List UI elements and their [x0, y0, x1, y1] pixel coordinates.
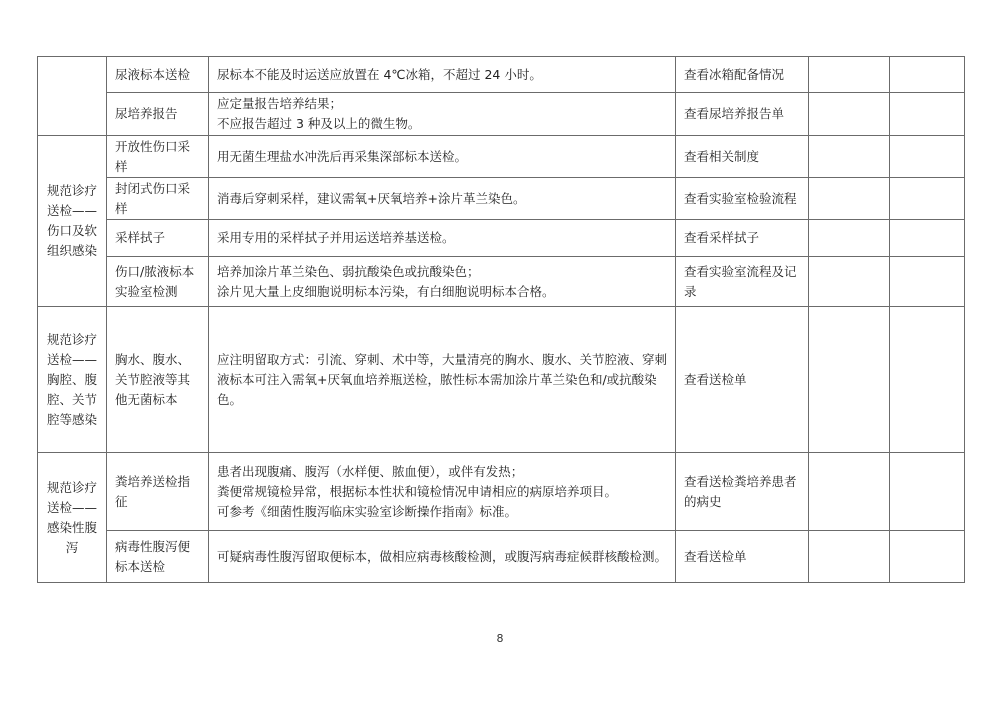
remark-cell [890, 136, 965, 178]
item-cell: 尿培养报告 [107, 93, 209, 136]
score-cell [809, 307, 890, 453]
table-row [38, 136, 965, 178]
table-row [38, 453, 965, 531]
table-row [38, 178, 965, 220]
method-cell: 查看送检粪培养患者的病史 [676, 453, 809, 531]
remark-cell [890, 307, 965, 453]
remark-cell [890, 57, 965, 93]
remark-cell [890, 178, 965, 220]
table-row [38, 220, 965, 257]
requirement-line: 尿标本不能及时运送应放置在 4℃冰箱，不超过 24 小时。 [217, 66, 542, 82]
requirement-line: 不应报告超过 3 种及以上的微生物。 [217, 116, 421, 131]
score-cell [809, 178, 890, 220]
requirement-cell [209, 93, 676, 136]
table-row [38, 307, 965, 453]
item-cell: 开放性伤口采样 [107, 136, 209, 178]
method-cell: 查看实验室流程及记录 [676, 257, 809, 307]
requirement-cell [209, 453, 676, 531]
requirement-line: 涂片见大量上皮细胞说明标本污染，有白细胞说明标本合格。 [217, 283, 555, 299]
requirement-line: 应定量报告培养结果； [217, 96, 343, 111]
requirement-line: 用无菌生理盐水冲洗后再采集深部标本送检。 [217, 148, 468, 164]
score-cell [809, 136, 890, 178]
method-cell: 查看冰箱配备情况 [676, 57, 809, 93]
requirement-line: 应注明留取方式：引流、穿刺、术中等，大量清亮的胸水、腹水、关节腔液、穿刺液标本可注入需氧+厌氧血培养瓶送检，脓性标本需加涂片革兰染色和/或抗酸染色。 [217, 351, 668, 407]
requirement-line: 粪便常规镜检异常，根据标本性状和镜检情况申请相应的病原培养项目。 [217, 483, 618, 499]
score-cell [809, 57, 890, 93]
method-cell: 查看尿培养报告单 [676, 93, 809, 136]
requirement-cell [209, 136, 676, 178]
table-row [38, 57, 965, 93]
method-cell: 查看送检单 [676, 307, 809, 453]
category-cell: 规范诊疗送检——伤口及软组织感染 [38, 136, 107, 307]
score-cell [809, 257, 890, 307]
remark-cell [890, 453, 965, 531]
method-cell: 查看送检单 [676, 531, 809, 583]
requirement-line: 消毒后穿刺采样，建议需氧+厌氧培养+涂片革兰染色。 [217, 190, 526, 206]
item-cell: 尿液标本送检 [107, 57, 209, 93]
item-cell: 封闭式伤口采样 [107, 178, 209, 220]
requirement-line: 可疑病毒性腹泻留取便标本，做相应病毒核酸检测，或腹泻病毒症候群核酸检测。 [217, 548, 668, 564]
category-cell [38, 57, 107, 136]
requirement-line: 采用专用的采样拭子并用运送培养基送检。 [217, 230, 455, 245]
page-number: 8 [496, 632, 504, 645]
score-cell [809, 220, 890, 257]
requirement-cell [209, 307, 676, 453]
requirement-line: 培养加涂片革兰染色、弱抗酸染色或抗酸染色； [217, 263, 480, 279]
score-cell [809, 531, 890, 583]
requirement-line: 可参考《细菌性腹泻临床实验室诊断操作指南》标准。 [217, 503, 518, 519]
method-cell: 查看实验室检验流程 [676, 178, 809, 220]
item-cell: 采样拭子 [107, 220, 209, 257]
remark-cell [890, 93, 965, 136]
category-cell: 规范诊疗送检——感染性腹泻 [38, 453, 107, 583]
remark-cell [890, 257, 965, 307]
table-row [38, 531, 965, 583]
item-cell: 病毒性腹泻便标本送检 [107, 531, 209, 583]
item-cell: 胸水、腹水、关节腔液等其他无菌标本 [107, 307, 209, 453]
table-row [38, 93, 965, 136]
remark-cell [890, 531, 965, 583]
requirement-cell [209, 57, 676, 93]
requirement-cell [209, 257, 676, 307]
method-cell: 查看相关制度 [676, 136, 809, 178]
category-cell: 规范诊疗送检——胸腔、腹腔、关节腔等感染 [38, 307, 107, 453]
remark-cell [890, 220, 965, 257]
requirement-cell [209, 531, 676, 583]
table-row [38, 257, 965, 307]
requirement-line: 患者出现腹痛、腹泻（水样便、脓血便），或伴有发热； [217, 463, 524, 479]
requirement-cell [209, 178, 676, 220]
item-cell: 粪培养送检指征 [107, 453, 209, 531]
requirement-cell [209, 220, 676, 257]
score-cell [809, 453, 890, 531]
item-cell: 伤口/脓液标本实验室检测 [107, 257, 209, 307]
inspection-table [37, 56, 965, 583]
method-cell: 查看采样拭子 [676, 220, 809, 257]
score-cell [809, 93, 890, 136]
